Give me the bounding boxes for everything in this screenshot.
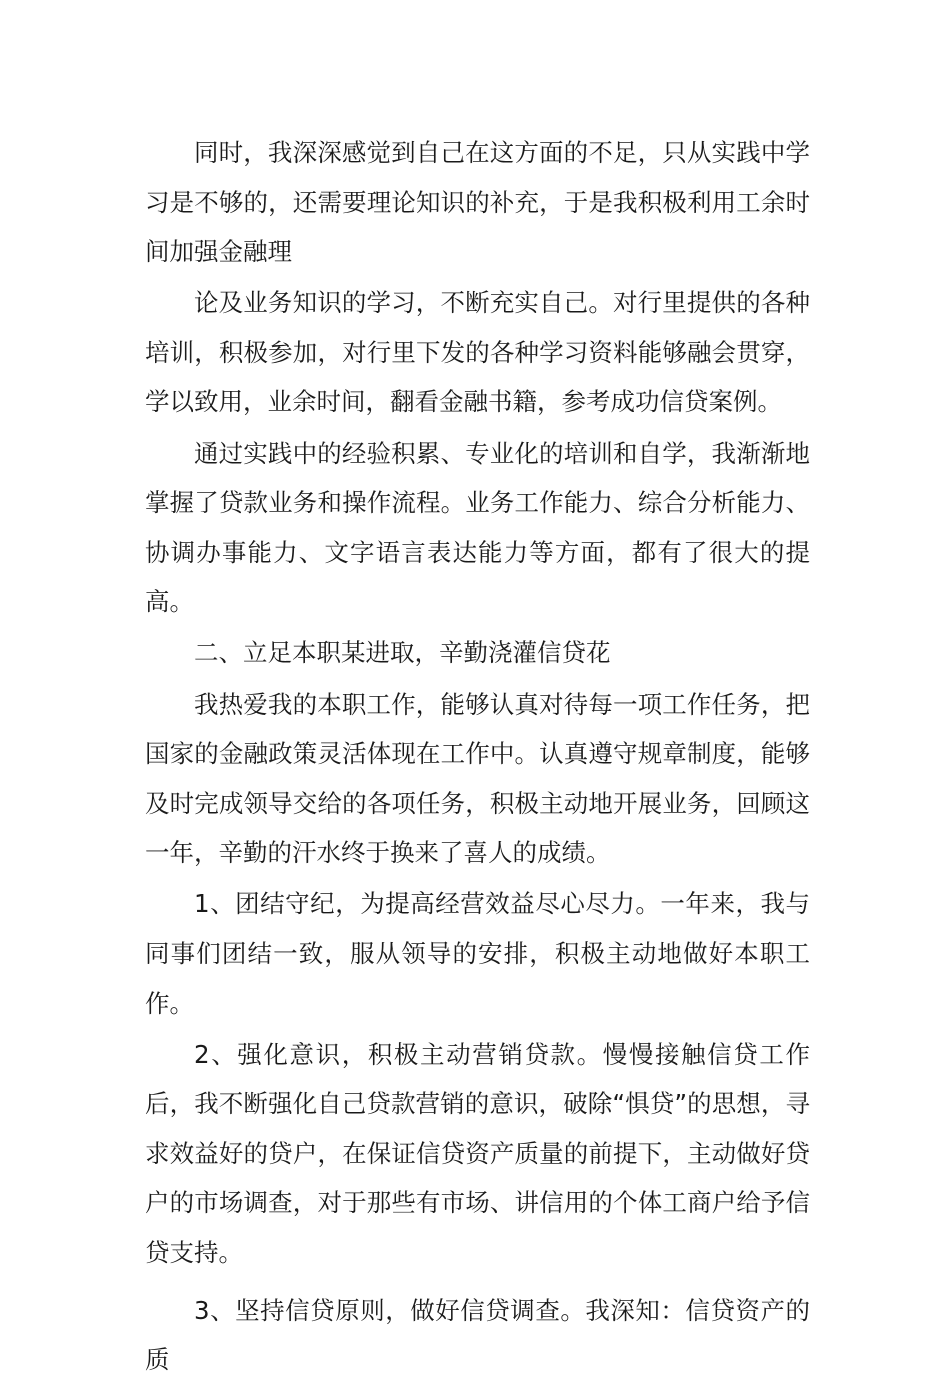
paragraph-study-training: 论及业务知识的学习，不断充实自己。对行里提供的各种培训，积极参加，对行里下发的各种学习资料能够融会贯穿，学以致用，业余时间，翻看金融书籍，参考成功信贷案例。	[145, 288, 810, 417]
paragraph-skills-improvement: 通过实践中的经验积累、专业化的培训和自学，我渐渐地掌握了贷款业务和操作流程。业务工作能力、综合分析能力、协调办事能力、文字语言表达能力等方面，都有了很大的提高。	[145, 438, 810, 617]
section-heading-two: 二、立足本职某进取，辛勤浇灌信贷花	[194, 638, 611, 668]
list-item-1-unity: 1、团结守纪，为提高经营效益尽心尽力。一年来，我与同事们团结一致，服从领导的安排，积极主动地做好本职工作。	[145, 889, 810, 1018]
list-item-2-marketing: 2、强化意识，积极主动营销贷款。慢慢接触信贷工作后，我不断强化自己贷款营销的意识，破除“惧贷”的思想，寻求效益好的贷户，在保证信贷资产质量的前提下，主动做好贷户的市场调查，对于那些有市场、讲信用的个体工商户给予信贷支持。	[145, 1039, 810, 1268]
list-item-3-credit-principles: 3、坚持信贷原则，做好信贷调查。我深知：信贷资产的质	[145, 1295, 810, 1375]
paragraph-learning-shortfall: 同时，我深深感觉到自己在这方面的不足，只从实践中学习是不够的，还需要理论知识的补充，于是我积极利用工余时间加强金融理	[145, 138, 810, 267]
paragraph-love-of-work: 我热爱我的本职工作，能够认真对待每一项工作任务，把国家的金融政策灵活体现在工作中。认真遵守规章制度，能够及时完成领导交给的各项任务，积极主动地开展业务，回顾这一年，辛勤的汗水终于换来了喜人的成绩。	[145, 689, 810, 868]
document-body	[145, 128, 810, 1386]
